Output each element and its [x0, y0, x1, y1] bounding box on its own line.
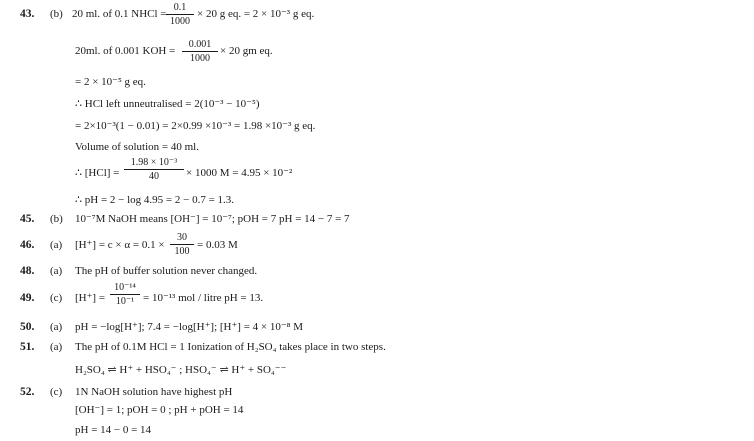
equation-text: H₂SO₄ ⇌ H⁺ + HSO₄⁻ ; HSO₄⁻ ⇌ H⁺ + SO₄⁻⁻ [75, 364, 287, 376]
fraction-denominator: 100 [174, 246, 190, 257]
question-number: 52. [20, 386, 35, 398]
fraction-denominator: 1000 [170, 16, 190, 27]
equation-text: = 2 × 10⁻⁵ g eq. [75, 76, 146, 88]
option-label: (a) [50, 341, 63, 353]
question-number: 46. [20, 239, 35, 251]
equation-text: ∴ HCl left unneutralised = 2(10⁻³ − 10⁻⁵) [75, 98, 260, 110]
question-number: 51. [20, 341, 35, 353]
equation-text: pH = 14 − 0 = 14 [75, 424, 152, 436]
equation-text: ∴ pH = 2 − log 4.95 = 2 − 0.7 = 1.3. [75, 194, 235, 206]
option-label: (b) [50, 8, 63, 20]
option-label: (b) [50, 213, 63, 225]
fraction-numerator: 0.1 [173, 2, 187, 13]
answer-text: The pH of buffer solution never changed. [75, 265, 258, 277]
answer-text: 1N NaOH solution have highest pH [75, 386, 233, 398]
equation-text: × 20 g eq. = 2 × 10⁻³ g eq. [197, 8, 315, 20]
question-number: 50. [20, 321, 35, 333]
fraction [170, 233, 194, 257]
equation-text: × 20 gm eq. [220, 45, 273, 57]
answer-text: The pH of 0.1M HCl = 1 Ionization of H₂SO₄ takes place in two steps. [75, 341, 386, 353]
equation-text: Volume of solution = 40 ml. [75, 141, 199, 153]
equation-text: [OH⁻] = 1; pOH = 0 ; pH + pOH = 14 [75, 404, 244, 416]
option-label: (a) [50, 321, 63, 333]
answer-text: pH = −log[H⁺]; 7.4 = −log[H⁺]; [H⁺] = 4 × 10⁻⁸ M [75, 321, 304, 333]
fraction [166, 3, 194, 27]
fraction-denominator: 40 [149, 171, 159, 182]
equation-text: 20 ml. of 0.1 NHCl = [72, 8, 167, 20]
question-number: 45. [20, 213, 35, 225]
option-label: (c) [50, 292, 63, 304]
fraction-numerator: 10⁻¹⁴ [114, 282, 136, 293]
question-number: 49. [20, 292, 35, 304]
fraction-numerator: 0.001 [188, 39, 212, 50]
equation-text: = 2×10⁻³(1 − 0.01) = 2×0.99 ×10⁻³ = 1.98 ×10⁻³ g eq. [75, 120, 316, 132]
answer-text: = 0.03 M [197, 239, 238, 251]
answer-text: [H⁺] = c × α = 0.1 × [75, 239, 165, 251]
option-label: (a) [50, 265, 63, 277]
answer-text: = 10⁻¹³ mol / litre pH = 13. [143, 292, 264, 304]
answer-text: [H⁺] = [75, 292, 106, 304]
fraction-numerator: 1.98 × 10⁻³ [130, 157, 178, 168]
equation-text: × 1000 M = 4.95 × 10⁻² [186, 167, 293, 179]
fraction [124, 158, 184, 182]
fraction-denominator: 1000 [190, 53, 210, 64]
fraction-denominator: 10⁻¹ [115, 296, 135, 307]
answer-text: 10⁻⁷M NaOH means [OH⁻] = 10⁻⁷; pOH = 7 pH = 14 − 7 = 7 [75, 213, 350, 225]
fraction-numerator: 30 [177, 232, 187, 243]
option-label: (c) [50, 386, 63, 398]
fraction [110, 283, 140, 307]
fraction [182, 40, 218, 64]
option-label: (a) [50, 239, 63, 251]
question-number: 48. [20, 265, 35, 277]
equation-text: ∴ [HCl] = [75, 167, 120, 179]
question-number: 43. [20, 8, 35, 20]
equation-text: 20ml. of 0.001 KOH = [75, 45, 176, 57]
